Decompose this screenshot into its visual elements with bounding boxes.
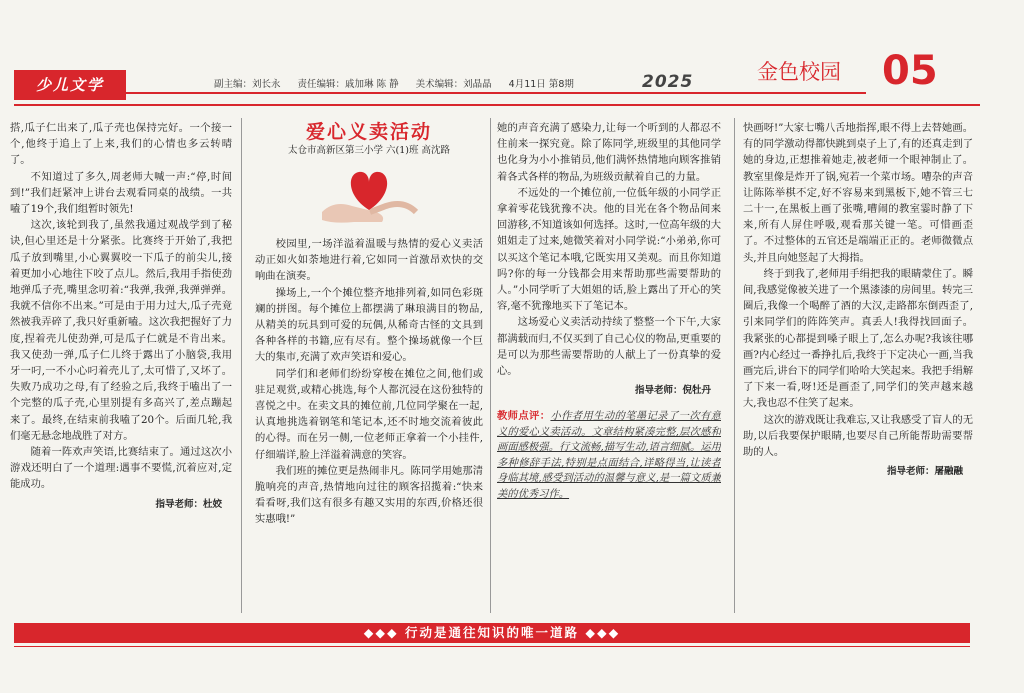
paragraph: 终于到我了,老师用手绢把我的眼睛蒙住了。瞬间,我感觉像被关进了一个黑漆漆的房间里。转完三圈后,我像一个喝醉了酒的大汉,走路都东倒西歪了,引来同学们的阵阵笑声。真丢人!我得找回面子。我紧张的心都提到嗓子眼上了,怎么办呢?我该往哪画?内心经过一番挣扎后,我终于下定决心一画,当我画完后,讲台下的同学们哈哈大笑起来。我把手绢解了下来一看,呀!还是画歪了,同学们的笑声越来越大,我也忍不住笑了起来。 xyxy=(743,267,973,410)
paragraph: 操场上,一个个摊位整齐地排列着,如同色彩斑斓的拼图。每个摊位上都摆满了琳琅满目的物品,从精美的玩具到可爱的玩偶,从稀奇古怪的文具到各种各样的书籍,应有尽有。整个操场就像一个巨大的集市,充满了欢声笑语和爱心。 xyxy=(255,286,483,364)
paragraph: 随着一阵欢声笑语,比赛结束了。通过这次小游戏还明白了一个道理:遇事不要慌,沉着应对,定能成功。 xyxy=(10,446,232,491)
paragraph: 这场爱心义卖活动持续了整整一个下午,大家都满载而归,不仅买到了自己心仪的物品,更重要的是可以为那些需要帮助的人献上了一份真挚的爱心。 xyxy=(497,316,721,378)
page-header xyxy=(14,48,980,102)
header-rule-bottom xyxy=(14,104,980,106)
art-editor: 美术编辑：刘晶晶 xyxy=(415,79,492,90)
heart-hands-icon xyxy=(314,160,424,230)
comment-label: 教师点评： xyxy=(497,410,551,423)
paragraph: 不远处的一个摊位前,一位低年级的小同学正拿着零花钱犹豫不决。他的目光在各个物品间来回游移,不知道该如何选择。这时,一位高年级的大姐姐走了过来,她微笑着对小同学说:“小弟弟,你可以买这个笔记本哦,它既实用又美观。而且你知道吗?你的每一分钱都会用来帮助那些需要帮助的人。”小同学听了大姐姐的话,脸上露出了开心的笑容,毫不犹豫地买下了笔记本。 xyxy=(497,186,721,313)
paragraph: 校园里,一场洋溢着温暖与热情的爱心义卖活动正如火如荼地进行着,它如同一首激昂欢快的交响曲在演奏。 xyxy=(255,238,483,283)
editor-info xyxy=(214,76,588,90)
article-title: 爱心义卖活动 xyxy=(305,121,432,143)
paragraph: 她的声音充满了感染力,让每一个听到的人都忍不住前来一探究竟。除了陈同学,班级里的其他同学也化身为小小推销员,他们满怀热情地向顾客推销着各式各样的物品,为班级贡献着自己的力量。 xyxy=(497,122,721,183)
paragraph: 不知道过了多久,周老师大喊一声:“停,时间到!”我们赶紧冲上讲台去观看同桌的战绩。一共嗑了19个,我们组暂时领先! xyxy=(10,170,232,216)
teacher-signature: 指导老师：屠融融 xyxy=(886,466,963,478)
footer-banner xyxy=(14,623,970,643)
article-byline: 太仓市高新区第三小学 六(1)班 高沈路 xyxy=(288,145,450,156)
teacher-comment xyxy=(497,409,721,502)
teacher-signature: 指导老师：倪牡丹 xyxy=(634,385,711,397)
column-2 xyxy=(255,120,483,615)
issue-year: 2025 xyxy=(642,72,694,92)
section-title: 金色校园 xyxy=(757,60,841,84)
column-divider xyxy=(734,118,735,613)
issue-date: 4月11日 第8期 xyxy=(508,79,574,90)
column-3 xyxy=(497,120,721,615)
comment-text: 小作者用生动的笔墨记录了一次有意义的爱心义卖活动。文章结构紧凑完整,层次感和画面感极强。行文流畅,描写生动,语言细腻。运用多种修辞手法,特别是点面结合,详略得当,让读者身临其境,感受到活动的温馨与意义,是一篇文质兼美的优秀习作。 xyxy=(497,410,721,500)
paragraph: 快画呀!”大家七嘴八舌地指挥,眼不得上去替她画。有的同学激动得都快跳到桌子上了,有的还真走到了她的身边,正想推着她走,被老师一个眼神制止了。教室里像是炸开了锅,宛若一个菜市场。嘈杂的声音让陈陈举棋不定,好不容易来到黑板下,她不管三七二十一,在黑板上画了张嘴,嘈闹的教室霎时静了下来,所有人屏住呼吸,观看那关键一笔。可惜画歪了。不过整体的五官还是端端正正的。老师微微点头,并且向她竖起了大拇指。 xyxy=(743,122,973,264)
header-rule-top xyxy=(126,92,866,94)
paragraph: 同学们和老师们纷纷穿梭在摊位之间,他们或驻足观赏,或精心挑选,每个人都沉浸在这份独特的喜悦之中。在卖文具的摊位前,几位同学聚在一起,认真地挑选着钢笔和笔记本,还不时地交流着彼此的心得。而在另一侧,一位老师正拿着一个小挂件,仔细端详,脸上洋溢着满意的笑容。 xyxy=(255,367,483,461)
footer-slogan: ◆◆◆ 行动是通往知识的唯一道路 ◆◆◆ xyxy=(363,625,621,640)
column-divider xyxy=(490,118,491,613)
paragraph: 我们班的摊位更是热闹非凡。陈同学用她那清脆响亮的声音,热情地向过往的顾客招揽着:“快来看看呀,我们这有很多有趣又实用的东西,价格还很实惠哦!” xyxy=(255,464,483,526)
paragraph: 这次的游戏既让我难忘,又让我感受了盲人的无助,以后我要保护眼睛,也要尽自己所能帮助需要帮助的人。 xyxy=(743,413,973,459)
column-divider xyxy=(241,118,242,613)
footer-rule xyxy=(14,646,970,647)
column-1 xyxy=(10,120,232,615)
paragraph: 搭,瓜子仁出来了,瓜子壳也保持完好。一个接一个,他终于追上了上来,我们的心情也多云转晴了。 xyxy=(10,122,232,167)
section-brand: 少儿文学 xyxy=(14,70,126,100)
deputy-editor: 副主编：刘长永 xyxy=(214,79,281,90)
paragraph: 这次,该轮到我了,虽然我通过观战学到了秘诀,但心里还是十分紧张。比赛终于开始了,我把瓜子放到嘴里,小心翼翼咬一下瓜子的前尖儿,接着更加小心地往下咬了点儿。然后,我用手指使劲地弹瓜子壳,嘴里念叨着:“我弹,我弹,我弹弹弹。我就不信你不出来。”可是由于用力过大,瓜子壳竟然被我弄碎了,我只好重新嗑。这次我把握好了力度,捏着壳儿使劲弹,可是瓜子仁就是不肯出来。我又使劲一弹,瓜子仁儿终于露出了小脑袋,我用牙一叼,一不小心叼着壳儿了,太可惜了,又坏了。失败乃成功之母,有了经验之后,我终于嗑出了一个完整的瓜子壳,心里别提有多高兴了,差点蹦起来了。最终,在结束前我嗑了20个。后面几轮,我们毫无悬念地战胜了对方。 xyxy=(10,219,232,442)
page-number: 05 xyxy=(882,48,938,94)
teacher-signature: 指导老师：杜姣 xyxy=(155,498,222,510)
article-header xyxy=(255,120,483,230)
responsible-editor: 责任编辑：戚加琳 陈 静 xyxy=(297,79,399,90)
column-4 xyxy=(743,120,973,615)
